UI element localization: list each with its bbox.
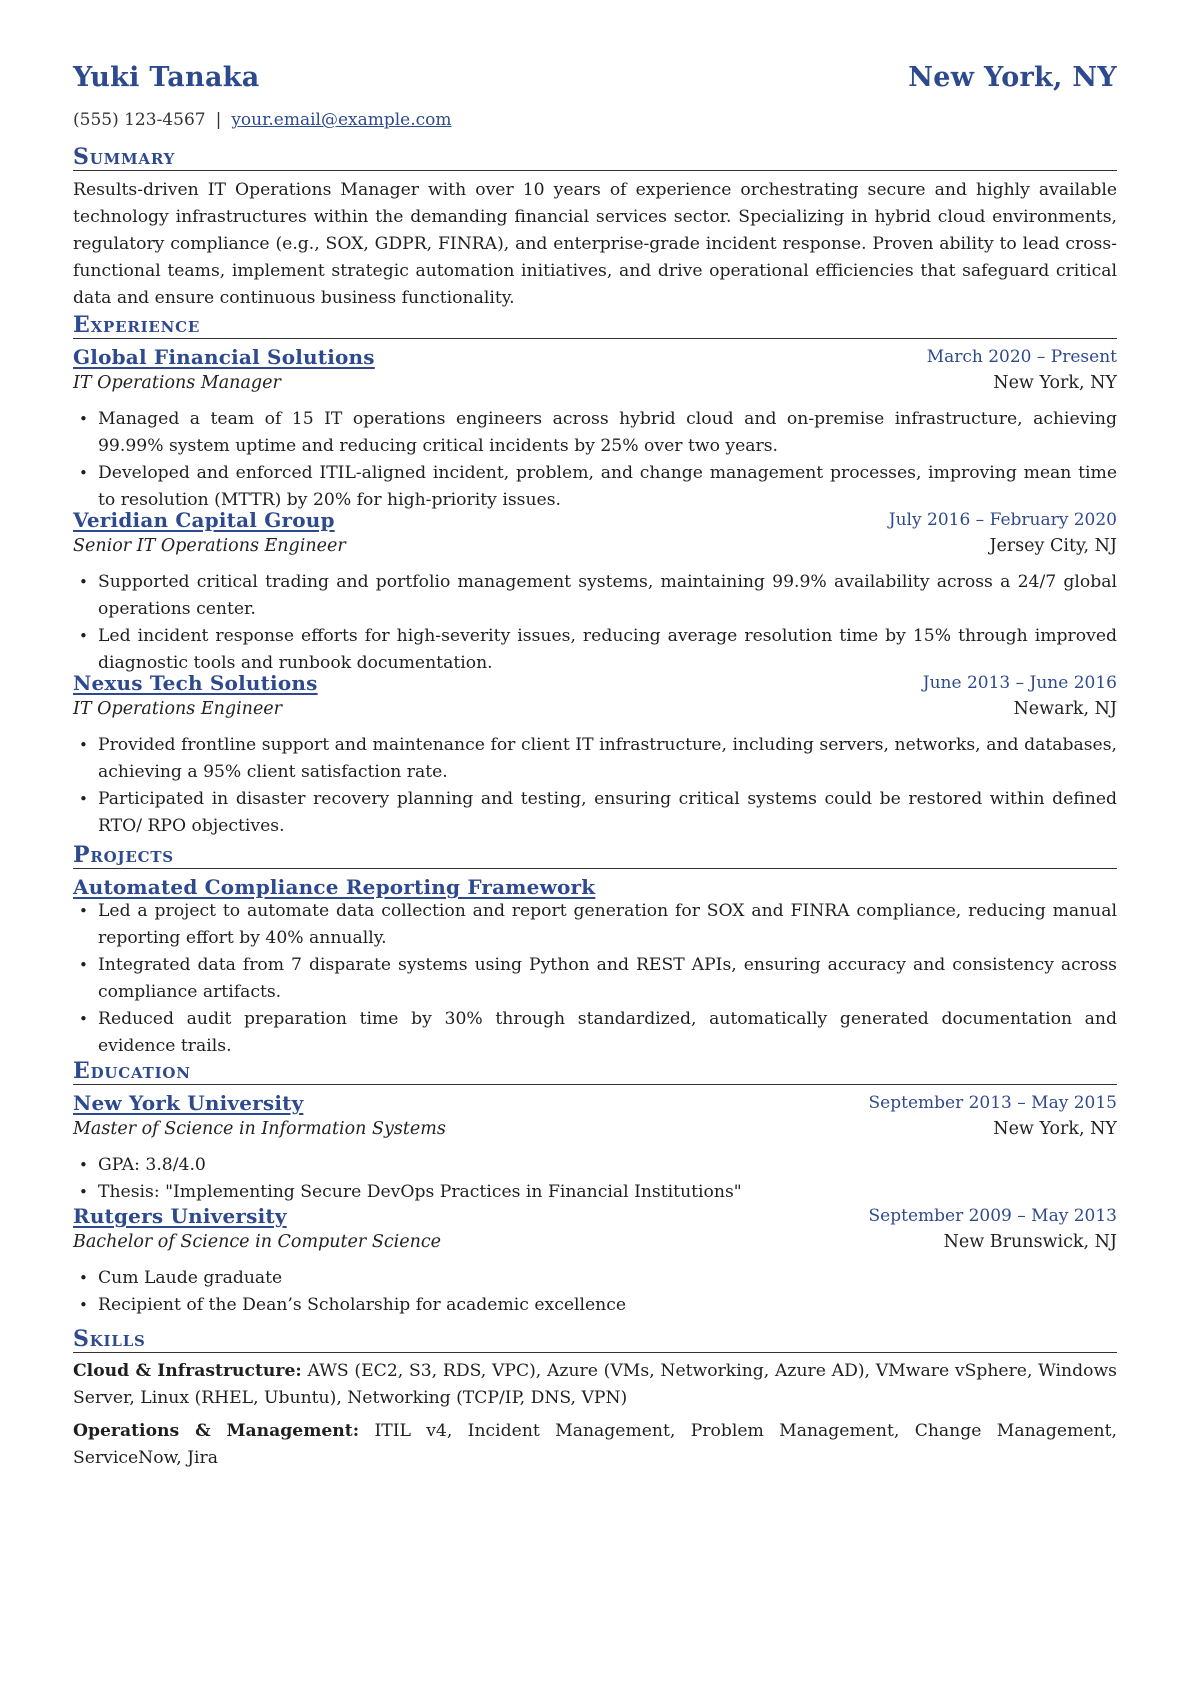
list-item: • Thesis: "Implementing Secure DevOps Practices in Financial Institutions": [73, 1179, 1117, 1206]
employer-name[interactable]: Veridian Capital Group: [73, 508, 335, 532]
contact-line: [73, 110, 452, 130]
list-item: • Developed and enforced ITIL-aligned incident, problem, and change management processes, improving mean time to resolution (MTTR) by 20% for high-priority issues.: [73, 460, 1117, 514]
job-title: IT Operations Engineer: [73, 699, 283, 719]
degree-title: Bachelor of Science in Computer Science: [73, 1232, 442, 1252]
job-location: New York, NY: [993, 373, 1117, 393]
list-item: • Led a project to automate data collection and report generation for SOX and FINRA compliance, reducing manual reporting effort by 40% annually.: [73, 898, 1117, 952]
candidate-location: New York, NY: [908, 62, 1117, 93]
skill-list: AWS (EC2, S3, RDS, VPC), Azure (VMs, Networking, Azure AD), VMware vSphere, Windows Server, Linux (RHEL, Ubuntu), Networking (TCP/IP, DNS, VPN): [73, 1361, 1117, 1408]
job-location: Newark, NJ: [1013, 699, 1117, 719]
skill-category-label: Operations & Management:: [73, 1421, 360, 1441]
education-bullets: [73, 1152, 1117, 1206]
skill-list: ITIL v4, Incident Management, Problem Management, Change Management, ServiceNow, Jira: [73, 1421, 1117, 1468]
list-item: • Participated in disaster recovery planning and testing, ensuring critical systems could be restored within defined RTO/ RPO objectives.: [73, 786, 1117, 840]
school-location: New Brunswick, NJ: [943, 1232, 1117, 1252]
summary-text: Results-driven IT Operations Manager with over 10 years of experience orchestrating secure and highly available technology infrastructures within the demanding financial services sector. Specializing in hybrid cloud environments, regulatory compliance (e.g., SOX, GDPR, FINRA), and enterprise-grade incident response. Proven ability to lead cross-functional teams, implement strategic automation initiatives, and drive operational efficiencies that safeguard critical data and ensure continuous business functionality.: [73, 180, 1117, 308]
school-location: New York, NY: [993, 1119, 1117, 1139]
employer-name[interactable]: Nexus Tech Solutions: [73, 671, 318, 695]
employer-name[interactable]: Global Financial Solutions: [73, 345, 375, 369]
job-bullets: [73, 406, 1117, 514]
job-title: IT Operations Manager: [73, 373, 281, 393]
project-name[interactable]: Automated Compliance Reporting Framework: [73, 875, 596, 899]
job-bullets: [73, 569, 1117, 677]
school-name[interactable]: Rutgers University: [73, 1204, 287, 1228]
phone-number: (555) 123-4567: [73, 110, 206, 130]
job-title: Senior IT Operations Engineer: [73, 536, 346, 556]
email-link[interactable]: your.email@example.com: [231, 110, 452, 130]
list-item: • Integrated data from 7 disparate systems using Python and REST APIs, ensuring accuracy and consistency across compliance artifacts.: [73, 952, 1117, 1006]
list-item: • Recipient of the Dean’s Scholarship for academic excellence: [73, 1292, 1117, 1319]
list-item: • Managed a team of 15 IT operations engineers across hybrid cloud and on-premise infrastructure, achieving 99.99% system uptime and reducing critical incidents by 25% over two years.: [73, 406, 1117, 460]
list-item: • GPA: 3.8/4.0: [73, 1152, 1117, 1179]
list-item: • Provided frontline support and maintenance for client IT infrastructure, including servers, networks, and databases, achieving a 95% client satisfaction rate.: [73, 732, 1117, 786]
skill-line: [73, 1418, 1117, 1472]
contact-separator: |: [215, 110, 222, 130]
employment-dates: March 2020 – Present: [926, 347, 1117, 367]
skill-line: [73, 1358, 1117, 1412]
education-bullets: [73, 1265, 1117, 1319]
section-title-experience: Experience: [73, 313, 1117, 339]
section-title-education: Education: [73, 1059, 1117, 1085]
job-bullets: [73, 732, 1117, 840]
project-bullets: [73, 898, 1117, 1060]
education-dates: September 2009 – May 2013: [868, 1206, 1117, 1226]
list-item: • Cum Laude graduate: [73, 1265, 1117, 1292]
education-dates: September 2013 – May 2015: [868, 1093, 1117, 1113]
degree-title: Master of Science in Information Systems: [73, 1119, 446, 1139]
section-title-projects: Projects: [73, 843, 1117, 869]
employment-dates: July 2016 – February 2020: [888, 510, 1117, 530]
list-item: • Led incident response efforts for high-severity issues, reducing average resolution time by 15% through improved diagnostic tools and runbook documentation.: [73, 623, 1117, 677]
skill-category-label: Cloud & Infrastructure:: [73, 1361, 302, 1381]
school-name[interactable]: New York University: [73, 1091, 304, 1115]
job-location: Jersey City, NJ: [989, 536, 1117, 556]
section-title-summary: Summary: [73, 145, 1117, 171]
candidate-name: Yuki Tanaka: [73, 62, 260, 93]
section-title-skills: Skills: [73, 1327, 1117, 1353]
list-item: • Reduced audit preparation time by 30% through standardized, automatically generated documentation and evidence trails.: [73, 1006, 1117, 1060]
employment-dates: June 2013 – June 2016: [922, 673, 1117, 693]
list-item: • Supported critical trading and portfolio management systems, maintaining 99.9% availability across a 24/7 global operations center.: [73, 569, 1117, 623]
